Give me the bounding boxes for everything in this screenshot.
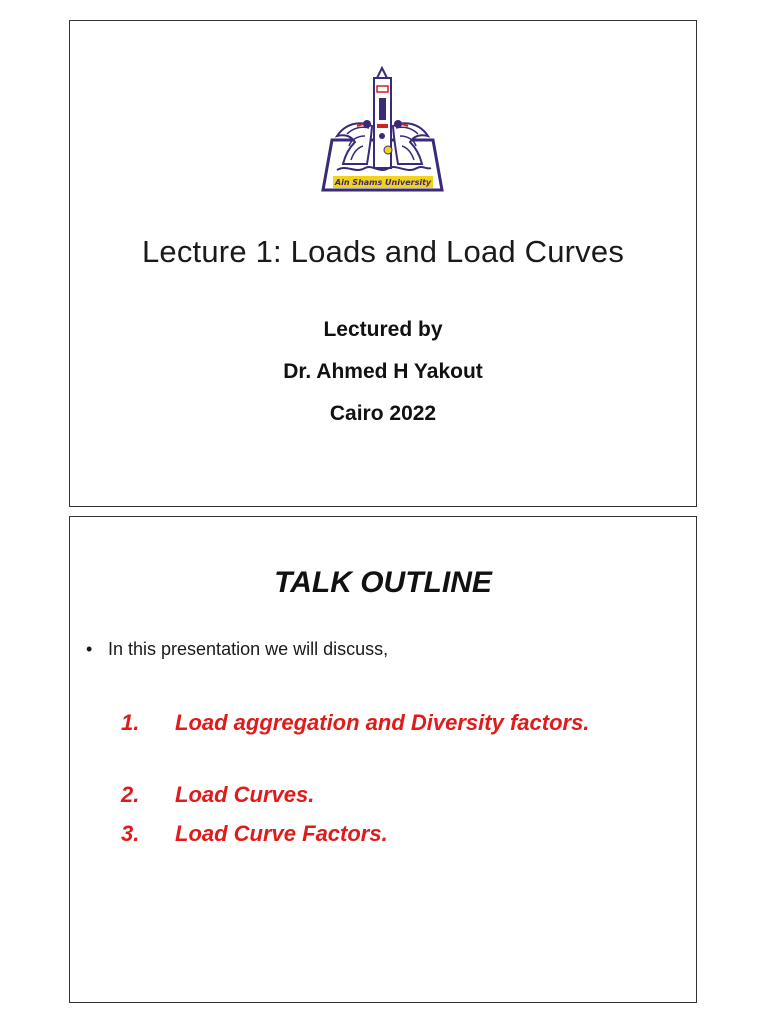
- intro-bullet-text: In this presentation we will discuss,: [108, 639, 389, 659]
- outline-item-2: [121, 778, 595, 812]
- outline-title: TALK OUTLINE: [274, 566, 492, 599]
- lecturer-name: Dr. Ahmed H Yakout: [283, 360, 483, 383]
- outline-item-text: Load Curve Factors.: [175, 821, 388, 846]
- outline-item-text: Load Curves.: [175, 782, 315, 807]
- outline-item-1: [121, 706, 595, 740]
- outline-item-number: 2.: [121, 782, 140, 807]
- intro-bullet: [86, 639, 388, 660]
- lectured-by-label: Lectured by: [323, 318, 443, 341]
- slide-1: [69, 20, 697, 507]
- ain-shams-university-logo: [315, 66, 450, 196]
- svg-text:Ain Shams University: Ain Shams University: [334, 178, 432, 187]
- slide-2: [69, 516, 697, 1003]
- slide-title: Lecture 1: Loads and Load Curves: [141, 234, 625, 269]
- outline-item-3: [121, 817, 595, 851]
- outline-item-number: 1.: [121, 710, 140, 735]
- outline-item-number: 3.: [121, 821, 140, 846]
- bullet-icon: •: [86, 639, 93, 659]
- place-year: Cairo 2022: [329, 402, 437, 425]
- outline-item-text: Load aggregation and Diversity factors.: [175, 710, 590, 735]
